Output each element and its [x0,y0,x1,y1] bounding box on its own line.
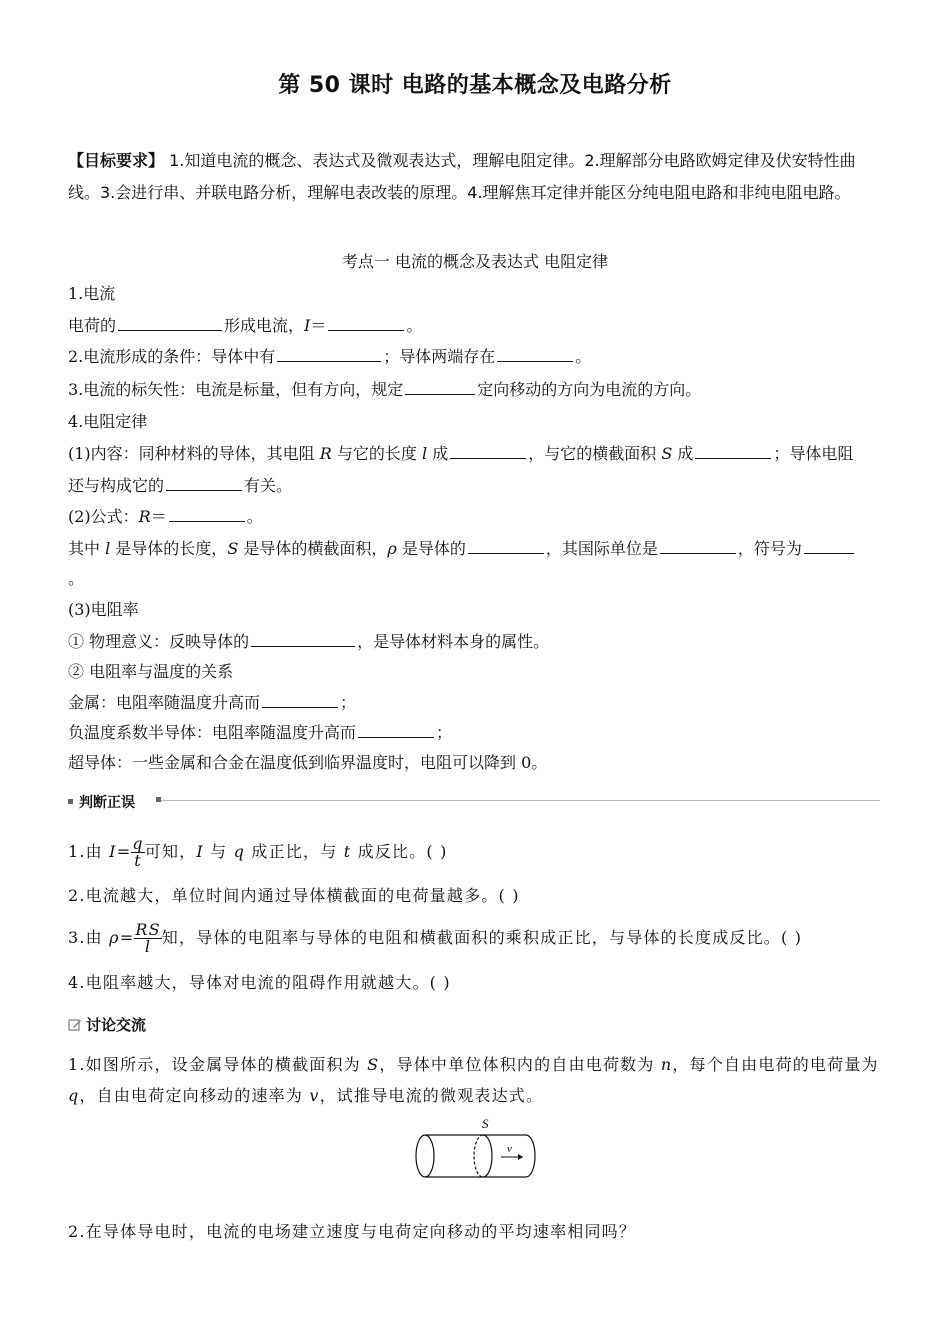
cross-section-label: S [482,1116,489,1131]
blank-unit-symbol[interactable] [804,539,854,554]
blank-resistance-formula[interactable] [169,507,245,522]
resistance-law-content: (1)内容：同种材料的导体，其电阻 R 与它的长度 l 成 ，与它的横截面积 S 成 ；导体电阻 [68,444,854,463]
velocity-label: v [507,1143,512,1155]
section1-heading: 考点一 电流的概念及表达式 电阻定律 [341,252,609,271]
judge-q2: 2.电流越大，单位时间内通过导体横截面的电荷量越多。( ) [68,886,520,905]
conductor-diagram [405,1112,545,1184]
cylinder-left-end [416,1135,434,1177]
blank-metal[interactable] [262,693,338,708]
judge-heading: 判断正误 [68,792,135,812]
blank-free-charges[interactable] [277,347,381,362]
blank-proportional[interactable] [450,444,526,459]
arrow-head-icon [518,1154,523,1160]
discuss-p1-line2: q，自由电荷定向移动的速率为 v，试推导电流的微观表达式。 [68,1086,544,1105]
discuss-p2: 2.在导体导电时，电流的电场建立速度与电荷定向移动的平均速率相同吗？ [68,1222,637,1241]
blank-semiconductor[interactable] [358,723,434,738]
resistance-formula: (2)公式：R＝ 。 [68,507,263,526]
judge-q3: 3.由 ρ= $\frac{RS}{l}$ 知，导体的电阻率与导体的电阻和横截面积的乘积成正比，与导体的长度成反比。( ) [68,920,803,956]
resistivity-temperature: ② 电阻率与温度的关系 [68,662,234,681]
cross-section-back [474,1135,483,1177]
current-heading: 1.电流 [68,284,116,303]
goals-paragraph [68,145,883,209]
resistance-law-heading: 4.电阻定律 [68,412,148,431]
resistivity-heading: (3)电阻率 [68,600,139,619]
semiconductor-line: 负温度系数半导体：电阻率随温度升高而 ； [68,723,453,742]
blank-inverse[interactable] [695,444,771,459]
edit-note-icon [68,1018,82,1032]
current-direction: 3.电流的标矢性：电流是标量，但有方向，规定 定向移动的方向为电流的方向。 [68,380,702,399]
formula-variables: 其中 l 是导体的长度，S 是导体的横截面积，ρ 是导体的 ，其国际单位是 ，符号为 [68,539,856,559]
blank-conductivity[interactable] [251,632,355,647]
judge-q1: 1.由 I= $\frac{q}{t}$ 可知，I 与 q 成正比，与 t 成反比。( ) [68,834,448,870]
divider [160,800,880,801]
discuss-heading: 讨论交流 [68,1014,146,1035]
resistance-material: 还与构成它的 有关。 [68,476,293,495]
resistivity-meaning: ① 物理意义：反映导体的 ，是导体材料本身的属性。 [68,632,550,651]
judge-q4: 4.电阻率越大，导体对电流的阻碍作用就越大。( ) [68,973,451,992]
blank-current-formula[interactable] [328,316,404,331]
page-title: 第 50 课时 电路的基本概念及电路分析 [278,73,672,98]
discuss-p1-line1: 1.如图所示，设金属导体的横截面积为 S，导体中单位体积内的自由电荷数为 n，每个自由电荷的电荷量为 [68,1055,879,1074]
blank-resistivity[interactable] [468,539,544,554]
current-conditions: 2.电流形成的条件：导体中有 ；导体两端存在 。 [68,347,592,366]
period: 。 [68,569,85,588]
fraction-rs-over-l: $\frac{RS}{l}$ [135,920,161,956]
square-bullet-icon [156,797,161,802]
goals-text: 1.知道电流的概念、表达式及微观表达式，理解电阻定律。2.理解部分电路欧姆定律及伏安特性曲线。3.会进行串、并联电路分析，理解电表改装的原理。4.理解焦耳定律并能区分纯电阻电路和非纯电阻电路。 [68,151,856,202]
blank-charge-motion[interactable] [118,316,222,331]
square-bullet-icon [68,799,73,804]
superconductor-line: 超导体：一些金属和合金在温度低到临界温度时，电阻可以降到 0。 [68,753,548,772]
goals-label: 【目标要求】 [68,151,165,170]
blank-material[interactable] [166,476,242,491]
metal-line: 金属：电阻率随温度升高而 ； [68,693,357,712]
cross-section-front [483,1135,492,1177]
blank-positive-charge[interactable] [405,380,475,395]
blank-si-unit[interactable] [660,539,736,554]
blank-voltage[interactable] [497,347,573,362]
fraction-q-over-t: $\frac{q}{t}$ [132,834,144,870]
current-definition: 电荷的 形成电流，I＝ 。 [68,316,423,335]
